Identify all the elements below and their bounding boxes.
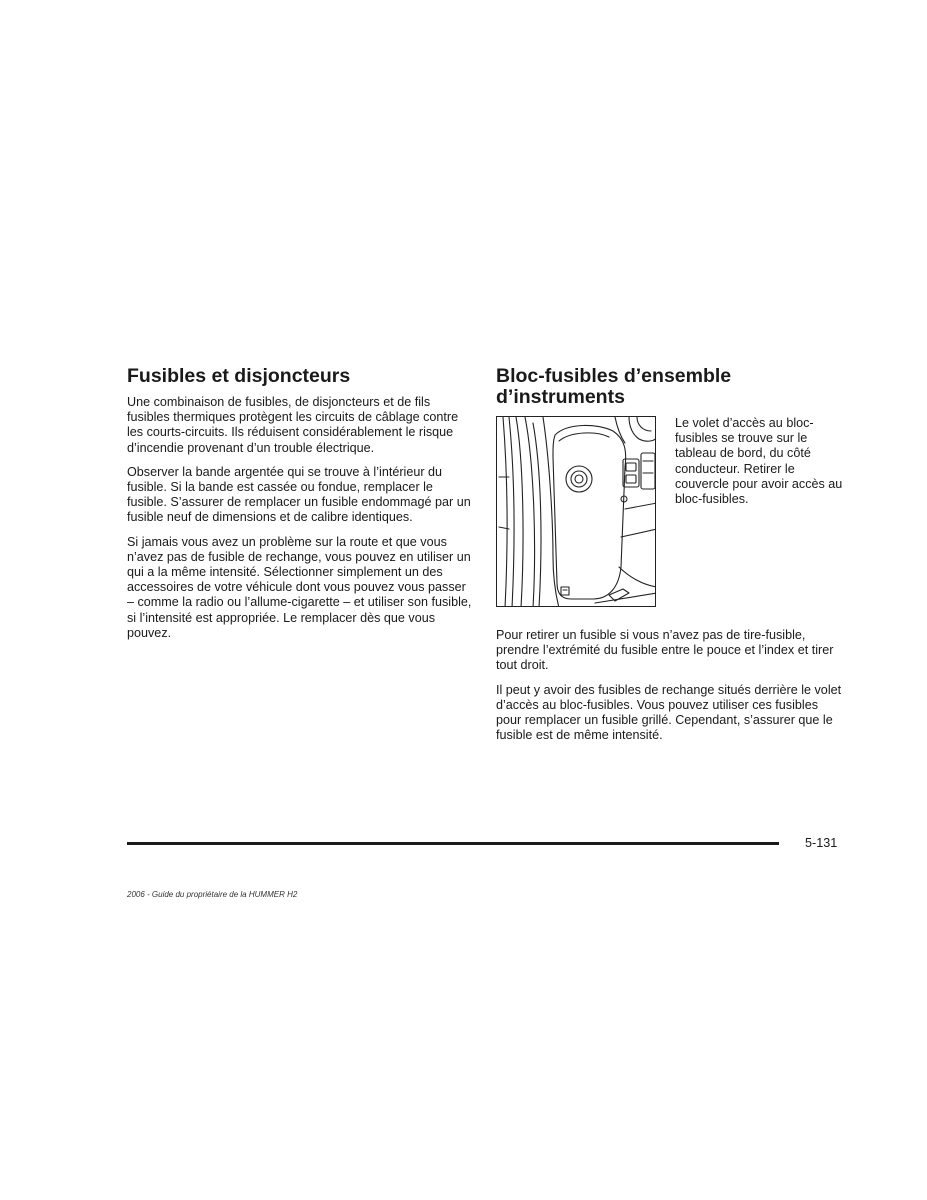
- fuse-panel-illustration: [496, 416, 656, 607]
- paragraph: Observer la bande argentée qui se trouve à l’intérieur du fusible. Si la bande est cassée ou fondue, remplacer le fusible. S’assurer de remplacer un fusible endommagé par un fusible neuf de dimensions et de calibre identiques.: [127, 464, 471, 525]
- paragraph: Pour retirer un fusible si vous n’avez pas de tire-fusible, prendre l’extrémité du fusible entre le pouce et l’index et tirer tout droit.: [496, 628, 834, 673]
- dashboard-fuse-door-drawing: [497, 417, 656, 607]
- figure-row: [496, 416, 846, 611]
- left-column: [127, 366, 475, 650]
- section-heading-fuse-block: Bloc-fusibles d’ensemble d’instruments: [496, 365, 732, 408]
- right-column: [496, 366, 846, 752]
- paragraph: Une combinaison de fusibles, de disjoncteurs et de fils fusibles thermiques protègent les circuits de câblage contre les courts-circuits. Ils réduisent considérablement le risque d’incendie provenant d’un trouble électrique.: [127, 395, 459, 455]
- paragraph: Il peut y avoir des fusibles de rechange situés derrière le volet d’accès au bloc-fusibles. Vous pouvez utiliser ces fusibles pour remplacer un fusible grillé. Cependant, s’assurer que le fusible est de même intensité.: [496, 682, 842, 743]
- paragraph: Si jamais vous avez un problème sur la route et que vous n’avez pas de fusible de rechange, vous pouvez en utiliser un qui a la même intensité. Sélectionner simplement un des accessoires de votre véhicule dont vous pouvez vous passer – comme la radio ou l’allume-cigarette – et utiliser son fusible, si l’intensité est appropriée. Le remplacer dès que vous pouvez.: [127, 534, 472, 640]
- footer-text: 2006 - Guide du propriétaire de la HUMMER H2: [127, 890, 298, 899]
- section-heading-fuses: Fusibles et disjoncteurs: [127, 365, 351, 387]
- page-number: 5-131: [805, 836, 838, 850]
- footer-rule: [127, 842, 779, 845]
- figure-caption: Le volet d’accès au bloc-fusibles se trouve sur le tableau de bord, du côté conducteur. Retirer le couvercle pour avoir accès au bloc-fusibles.: [675, 416, 843, 507]
